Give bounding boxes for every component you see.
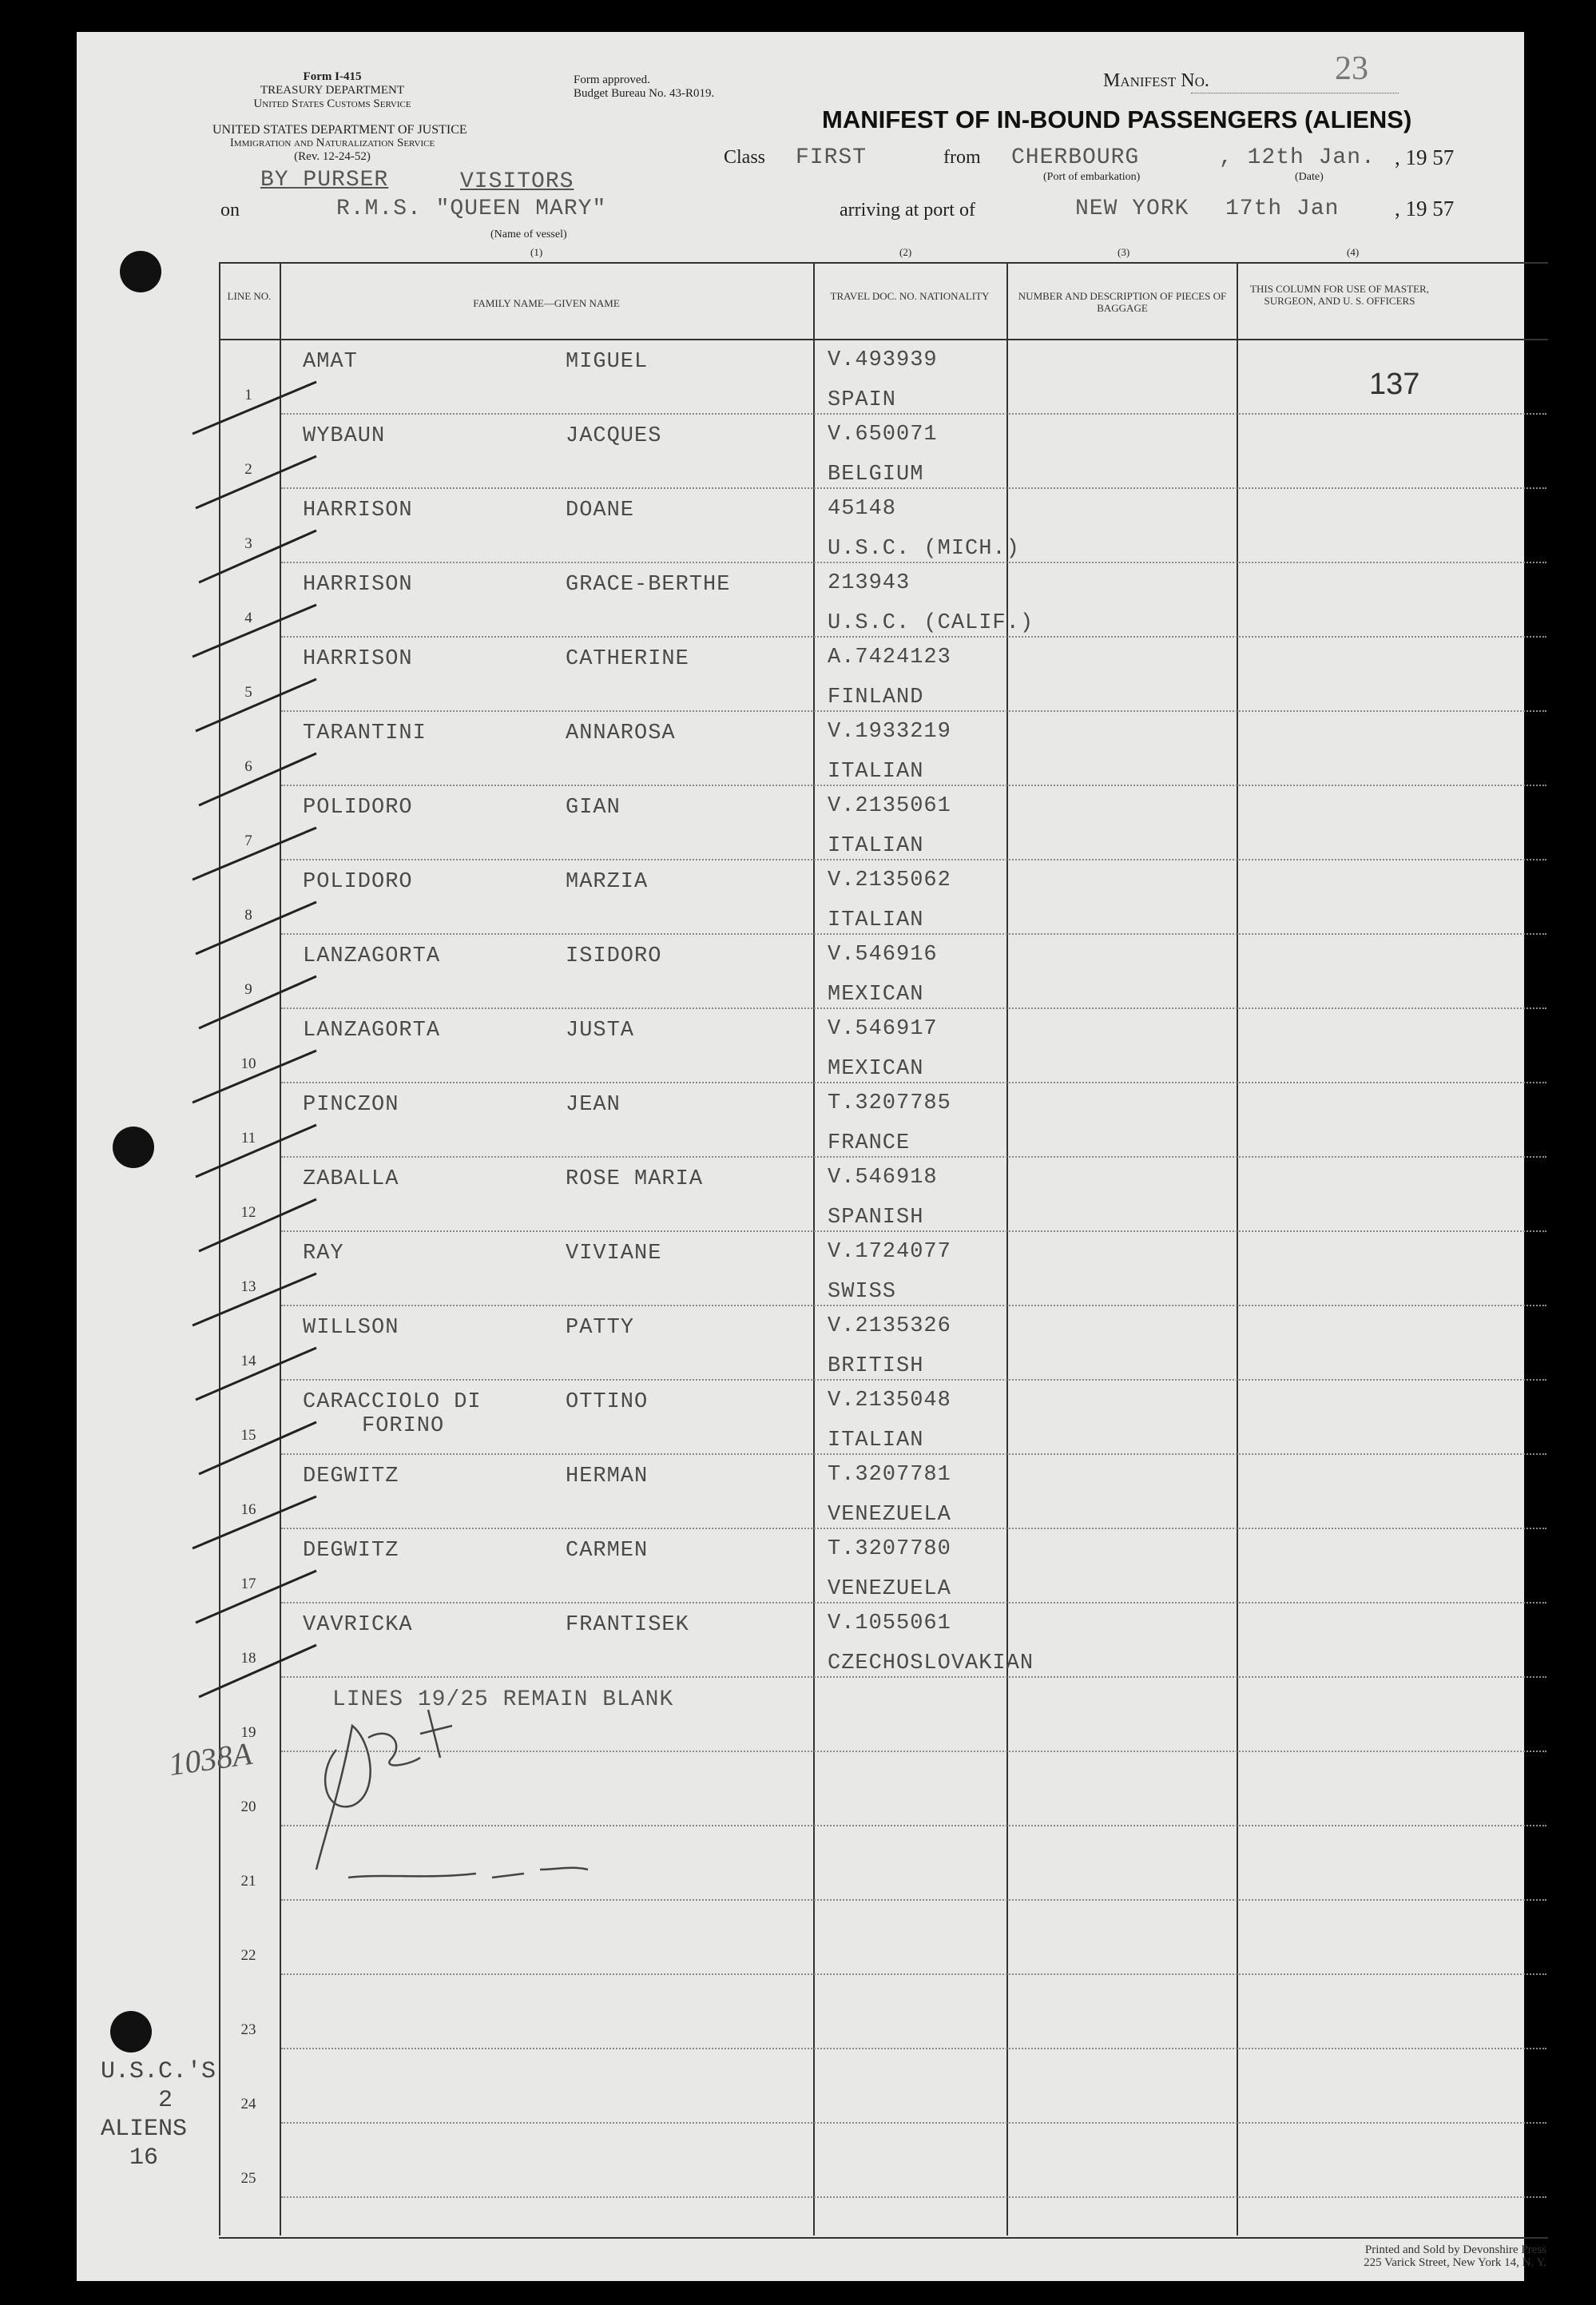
check-mark [196,1348,316,1400]
year-embarkation: , 19 57 [1395,145,1455,169]
given-name: JEAN [566,1093,621,1117]
travel-doc-no: V.2135326 [828,1314,951,1338]
line-number: 9 [244,981,252,998]
family-name: CARACCIOLO DI [303,1390,482,1414]
given-name: JACQUES [566,424,662,448]
port-caption: (Port of embarkation) [1043,171,1141,183]
check-mark [199,1199,316,1251]
check-mark [199,1422,316,1474]
nationality: U.S.C. (CALIF.) [828,611,1034,635]
footer-line-1: Printed and Sold by Devonshire Press [1364,2243,1546,2256]
line-number: 5 [244,684,252,701]
given-name: ANNAROSA [566,721,676,745]
travel-doc-no: V.650071 [828,423,938,447]
ins-name: Immigration and Naturalization Service [229,137,435,149]
travel-doc-no: V.493939 [828,348,938,372]
margin-note-count: 2 [158,2087,173,2114]
given-name: JUSTA [566,1019,635,1043]
check-mark [196,902,316,954]
check-mark [196,456,316,508]
check-mark [199,976,316,1028]
line-number: 4 [244,610,252,626]
line-number: 8 [244,907,252,924]
nationality: CZECHOSLOVAKIAN [828,1651,1034,1675]
given-name: CARMEN [566,1539,649,1563]
line-number: 19 [240,1724,256,1741]
travel-doc-no: V.2135061 [828,794,951,818]
line-number: 20 [240,1798,256,1815]
check-mark [199,531,316,582]
given-name: VIVIANE [566,1242,662,1266]
arrival-port: NEW YORK [1075,197,1189,221]
travel-doc-no: 213943 [828,571,911,595]
by-purser: BY PURSER [260,168,389,193]
given-name: FRANTISEK [566,1613,689,1637]
line-number: 11 [240,1130,256,1147]
travel-doc-no: V.546917 [828,1017,938,1041]
family-name: LANZAGORTA [303,944,441,968]
family-name: POLIDORO [303,796,413,820]
given-name: MARZIA [566,870,649,894]
travel-doc-no: T.3207781 [828,1463,951,1487]
class-label: Class [724,147,766,168]
given-name: GRACE-BERTHE [566,573,731,597]
visitors: VISITORS [460,169,574,194]
budget-bureau: Budget Bureau No. 43-R019. [574,87,715,100]
travel-doc-no: 45148 [828,497,897,521]
travel-doc-no: T.3207785 [828,1091,951,1115]
nationality: ITALIAN [828,1429,924,1453]
check-mark [193,1274,316,1325]
check-mark [193,1496,316,1548]
line-number: 12 [240,1204,256,1221]
nationality: SWISS [828,1280,897,1304]
margin-note-aliens-count: 16 [129,2144,159,2172]
header-name: FAMILY NAME—GIVEN NAME [473,297,620,309]
nationality: SPANISH [828,1206,924,1230]
margin-note-usc: U.S.C.'S [101,2058,216,2085]
header-officers: THIS COLUMN FOR USE OF MASTER, SURGEON, AND U. S. OFFICERS [1250,283,1429,307]
line-number: 14 [240,1353,256,1369]
check-mark [199,753,316,805]
header-baggage: NUMBER AND DESCRIPTION OF PIECES OF BAGGAGE [1018,290,1227,314]
vessel-caption: (Name of vessel) [490,229,567,240]
col-marker-1: (1) [530,246,543,258]
line-number: 23 [240,2021,256,2038]
nationality: VENEZUELA [828,1577,951,1601]
travel-doc-no: V.546918 [828,1166,938,1190]
travel-doc-no: V.1724077 [828,1240,951,1264]
line-number: 22 [240,1947,256,1964]
check-mark [199,1645,316,1697]
check-mark [193,1051,316,1103]
given-name: HERMAN [566,1464,649,1488]
year-arrival: , 19 57 [1395,197,1455,221]
line-number: 17 [240,1576,256,1592]
check-mark [193,382,316,434]
treasury-dept: TREASURY DEPARTMENT [260,84,405,97]
col-marker-3: (3) [1118,246,1130,258]
form-number: Form I-415 [303,70,362,83]
nationality: MEXICAN [828,1057,924,1081]
given-name: OTTINO [566,1390,649,1414]
family-name: HARRISON [303,573,413,597]
line-number: 3 [244,535,252,552]
family-name: HARRISON [303,499,413,523]
line-number: 16 [240,1501,256,1518]
given-name: DOANE [566,499,635,523]
family-name-cont: FORINO [362,1414,445,1438]
given-name: ISIDORO [566,944,662,968]
line-number: 15 [240,1427,256,1444]
justice-dept: UNITED STATES DEPARTMENT OF JUSTICE [212,123,467,137]
line-number: 13 [240,1278,256,1295]
from-label: from [943,147,981,168]
given-name: CATHERINE [566,647,689,671]
nationality: U.S.C. (MICH.) [828,537,1020,561]
check-mark [196,1571,316,1623]
travel-doc-no: T.3207780 [828,1537,951,1561]
line-number: 25 [240,2170,256,2187]
family-name: DEGWITZ [303,1539,399,1563]
line-number: 24 [240,2096,256,2112]
signature-scribble [316,1710,588,1878]
given-name: ROSE MARIA [566,1167,704,1191]
family-name: AMAT [303,350,358,374]
travel-doc-no: A.7424123 [828,646,951,670]
date-caption: (Date) [1295,171,1324,183]
on-label: on [220,200,240,221]
nationality: VENEZUELA [828,1503,951,1527]
remain-blank-note: LINES 19/25 REMAIN BLANK [332,1687,674,1712]
arrival-date: 17th Jan [1225,197,1340,221]
family-name: WYBAUN [303,424,386,448]
vessel-name: R.M.S. "QUEEN MARY" [336,197,607,221]
check-mark [196,1125,316,1177]
line-number: 21 [240,1873,256,1890]
nationality: FINLAND [828,686,924,709]
family-name: VAVRICKA [303,1613,413,1637]
manifest-no-label: Manifest No. [1103,70,1209,91]
family-name: HARRISON [303,647,413,671]
check-mark [193,605,316,657]
family-name: PINCZON [303,1093,399,1117]
revision: (Rev. 12-24-52) [294,150,371,163]
nationality: BRITISH [828,1354,924,1378]
family-name: ZABALLA [303,1167,399,1191]
header-line-no: LINE NO. [227,290,272,302]
footer-line-2: 225 Varick Street, New York 14, N. Y. [1364,2256,1546,2269]
col-marker-2: (2) [899,246,912,258]
travel-doc-no: V.546916 [828,943,938,967]
travel-doc-no: V.1055061 [828,1612,951,1635]
port-embarkation: CHERBOURG [1011,145,1140,170]
travel-doc-no: V.2135062 [828,868,951,892]
family-name: DEGWITZ [303,1464,399,1488]
nationality: SPAIN [828,388,897,412]
given-name: PATTY [566,1316,635,1340]
travel-doc-no: V.1933219 [828,720,951,744]
line-number: 10 [240,1055,256,1072]
header-travel-doc: TRAVEL DOC. NO. NATIONALITY [830,290,990,302]
manifest-no-value: 23 [1335,50,1368,87]
family-name: WILLSON [303,1316,399,1340]
col-marker-4: (4) [1347,246,1360,258]
nationality: ITALIAN [828,908,924,932]
family-name: LANZAGORTA [303,1019,441,1043]
check-mark [196,679,316,731]
embarkation-date: , 12th Jan. [1219,145,1376,170]
nationality: ITALIAN [828,760,924,784]
nationality: BELGIUM [828,463,924,487]
nationality: MEXICAN [828,983,924,1007]
margin-note-aliens: ALIENS [101,2116,188,2143]
nationality: ITALIAN [828,834,924,858]
class-value: FIRST [796,145,867,170]
check-mark [193,828,316,880]
line-number: 1 [244,387,252,403]
check-marks-overlay [77,32,1524,2281]
margin-note-left: 1038A [166,1735,255,1783]
officer-number: 137 [1369,368,1420,401]
form-approved: Form approved. [574,74,650,86]
family-name: TARANTINI [303,721,427,745]
line-number: 6 [244,758,252,775]
family-name: RAY [303,1242,344,1266]
arriving-label: arriving at port of [840,200,975,221]
line-number: 2 [244,461,252,478]
manifest-page [77,32,1546,2281]
customs-service: United States Customs Service [253,97,411,110]
manifest-title: MANIFEST OF IN-BOUND PASSENGERS (ALIENS) [822,105,1412,133]
travel-doc-no: V.2135048 [828,1389,951,1413]
nationality: FRANCE [828,1131,911,1155]
given-name: GIAN [566,796,621,820]
line-number: 7 [244,833,252,849]
line-number: 18 [240,1650,256,1667]
given-name: MIGUEL [566,350,649,374]
family-name: POLIDORO [303,870,413,894]
